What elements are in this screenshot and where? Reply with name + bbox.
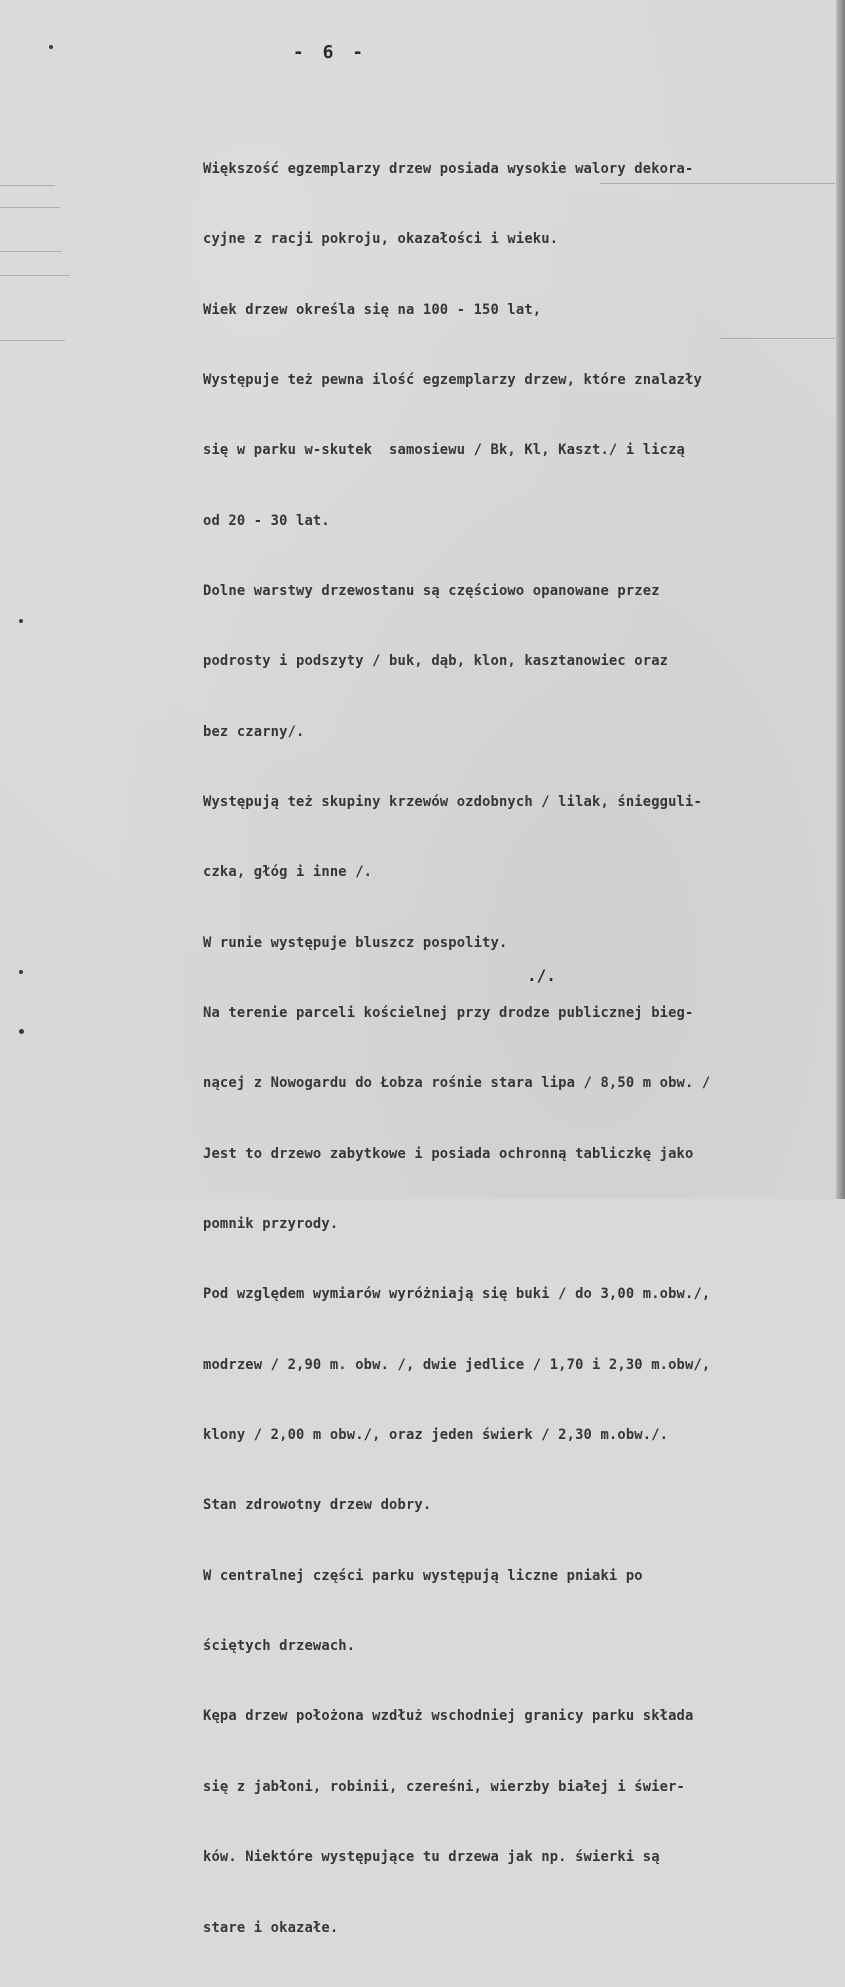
ruled-line [0,207,60,208]
text-line: klony / 2,00 m obw./, oraz jeden świerk / 2,30 m.obw./. [203,1427,669,1444]
text-line: Dolne warstwy drzewostanu są częściowo opanowane przez [203,582,660,599]
text-line: Stan zdrowotny drzew dobry. [203,1497,432,1514]
punch-mark [19,619,23,623]
text-line: Pod względem wymiarów wyróżniają się buki / do 3,00 m.obw./, [203,1286,711,1303]
page-edge-shadow [836,0,845,1199]
document-body [203,111,823,1987]
text-line: podrosty i podszyty / buk, dąb, klon, kasztanowiec oraz [203,653,669,670]
punch-mark [19,1029,24,1034]
punch-mark [19,970,23,974]
text-line: Jest to drzewo zabytkowe i posiada ochronną tabliczkę jako [203,1145,694,1162]
ruled-line [0,185,55,186]
text-line: pomnik przyrody. [203,1216,339,1233]
text-line: modrzew / 2,90 m. obw. /, dwie jedlice / 1,70 i 2,30 m.obw/, [203,1356,711,1373]
text-line: nącej z Nowogardu do Łobza rośnie stara lipa / 8,50 m obw. / [203,1075,711,1092]
ruled-line [0,251,62,252]
continuation-mark: ./. [527,966,556,985]
text-line: się z jabłoni, robinii, czereśni, wierzby białej i świer- [203,1778,686,1795]
text-line: Większość egzemplarzy drzew posiada wysokie walory dekora- [203,160,694,177]
text-line: Kępa drzew położona wzdłuż wschodniej granicy parku składa [203,1708,694,1725]
text-line: bez czarny/. [203,723,305,740]
text-line: od 20 - 30 lat. [203,512,330,529]
ruled-line [0,340,65,341]
text-line: W runie występuje bluszcz pospolity. [203,934,508,951]
text-line: stare i okazałe. [203,1919,339,1936]
text-line: czka, głóg i inne /. [203,864,373,881]
text-line: ków. Niektóre występujące tu drzewa jak np. świerki są [203,1849,660,1866]
text-line: Na terenie parceli kościelnej przy drodze publicznej bieg- [203,1005,694,1022]
text-line: W centralnej części parku występują liczne pniaki po [203,1567,643,1584]
page-number: - 6 - [292,42,368,63]
text-line: się w parku w-skutek samosiewu / Bk, Kl, Kaszt./ i liczą [203,442,686,459]
text-line: ściętych drzewach. [203,1638,356,1655]
text-line: cyjne z racji pokroju, okazałości i wieku. [203,231,559,248]
text-line: Występują też skupiny krzewów ozdobnych / lilak, śniegguli- [203,794,702,810]
text-line: Występuje też pewna ilość egzemplarzy drzew, które znalazły [203,371,702,388]
ruled-line [0,275,70,276]
text-line: Wiek drzew określa się na 100 - 150 lat, [203,301,542,318]
